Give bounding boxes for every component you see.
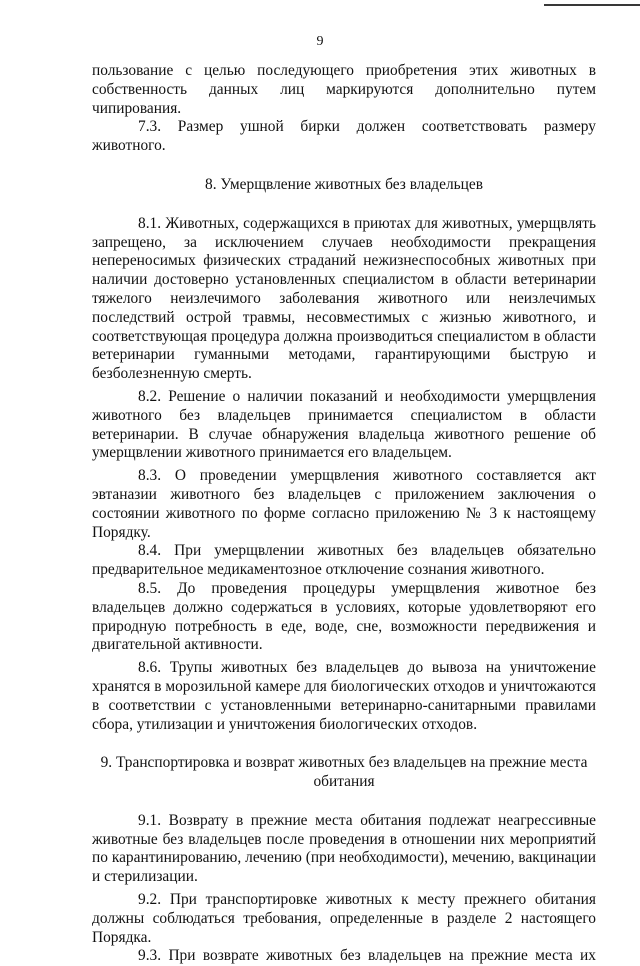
document-body bbox=[92, 62, 596, 966]
paragraph-9-1: 9.1. Возврату в прежние места обитания подлежат неагрессивные животные без владельцев после проведения в отношении них мероприятий по карантинированию, лечению (при необходимости), мечению, вакцинации и стерилизации. bbox=[92, 811, 596, 886]
paragraph-7-3: 7.3. Размер ушной бирки должен соответствовать размеру животного. bbox=[92, 118, 596, 155]
paragraph-8-4: 8.4. При умерщвлении животных без владельцев обязательно предварительное медикаментозное отключение сознания животного. bbox=[92, 542, 596, 579]
paragraph-8-3: 8.3. О проведении умерщвления животного составляется акт эвтаназии животного без владельцев с приложением заключения о состоянии животного по форме согласно приложению № 3 к настоящему Порядку. bbox=[92, 467, 596, 541]
section-8-title: 8. Умерщвление животных без владельцев bbox=[205, 175, 483, 193]
paragraph-8-5: 8.5. До проведения процедуры умерщвления животное без владельцев должно содержаться в условиях, которые удовлетворяют его природную потребность в еде, воде, сне, возможности передвижения и двигательной активности. bbox=[92, 579, 596, 654]
continuation-paragraph: пользование с целью последующего приобретения этих животных в собственность данных лиц маркируются дополнительно путем чипирования. bbox=[92, 62, 596, 117]
page-number: 9 bbox=[316, 34, 324, 49]
paragraph-9-3: 9.3. При возврате животных без владельцев на прежние места их bbox=[138, 947, 596, 965]
paragraph-8-2: 8.2. Решение о наличии показаний и необходимости умерщвления животного без владельцев принимается специалистом в области ветеринарии. В случае обнаружения владельца животного решение об умерщвлении животного принимается его владельцем. bbox=[92, 387, 596, 462]
paragraph-8-6: 8.6. Трупы животных без владельцев до вывоза на уничтожение хранятся в морозильной камере для биологических отходов и уничтожаются в соответствии с установленными ветеринарно-санитарными правилами сбора, утилизации и уничтожения биологических отходов. bbox=[92, 659, 596, 733]
paragraph-8-1: 8.1. Животных, содержащихся в приютах для животных, умерщвлять запрещено, за исключением случаев необходимости прекращения непереносимых физических страданий нежизнеспособных животных при наличии достоверно установленных специалистом в области ветеринарии тяжелого неизлечимого заболевания животного или неизлечимых последствий острой травмы, несовместимых с жизнью животного, и соответствующая процедура должна производиться специалистом в области ветеринарии гуманными методами, гарантирующими быструю и безболезненную смерть. bbox=[92, 214, 596, 383]
paragraph-9-2: 9.2. При транспортировке животных к месту прежнего обитания должны соблюдаться требования, определенные в разделе 2 настоящего Порядка. bbox=[92, 891, 596, 946]
corner-scan-mark bbox=[544, 0, 640, 14]
section-9-title: 9. Транспортировка и возврат животных без владельцев на прежние места обитания bbox=[100, 754, 588, 791]
